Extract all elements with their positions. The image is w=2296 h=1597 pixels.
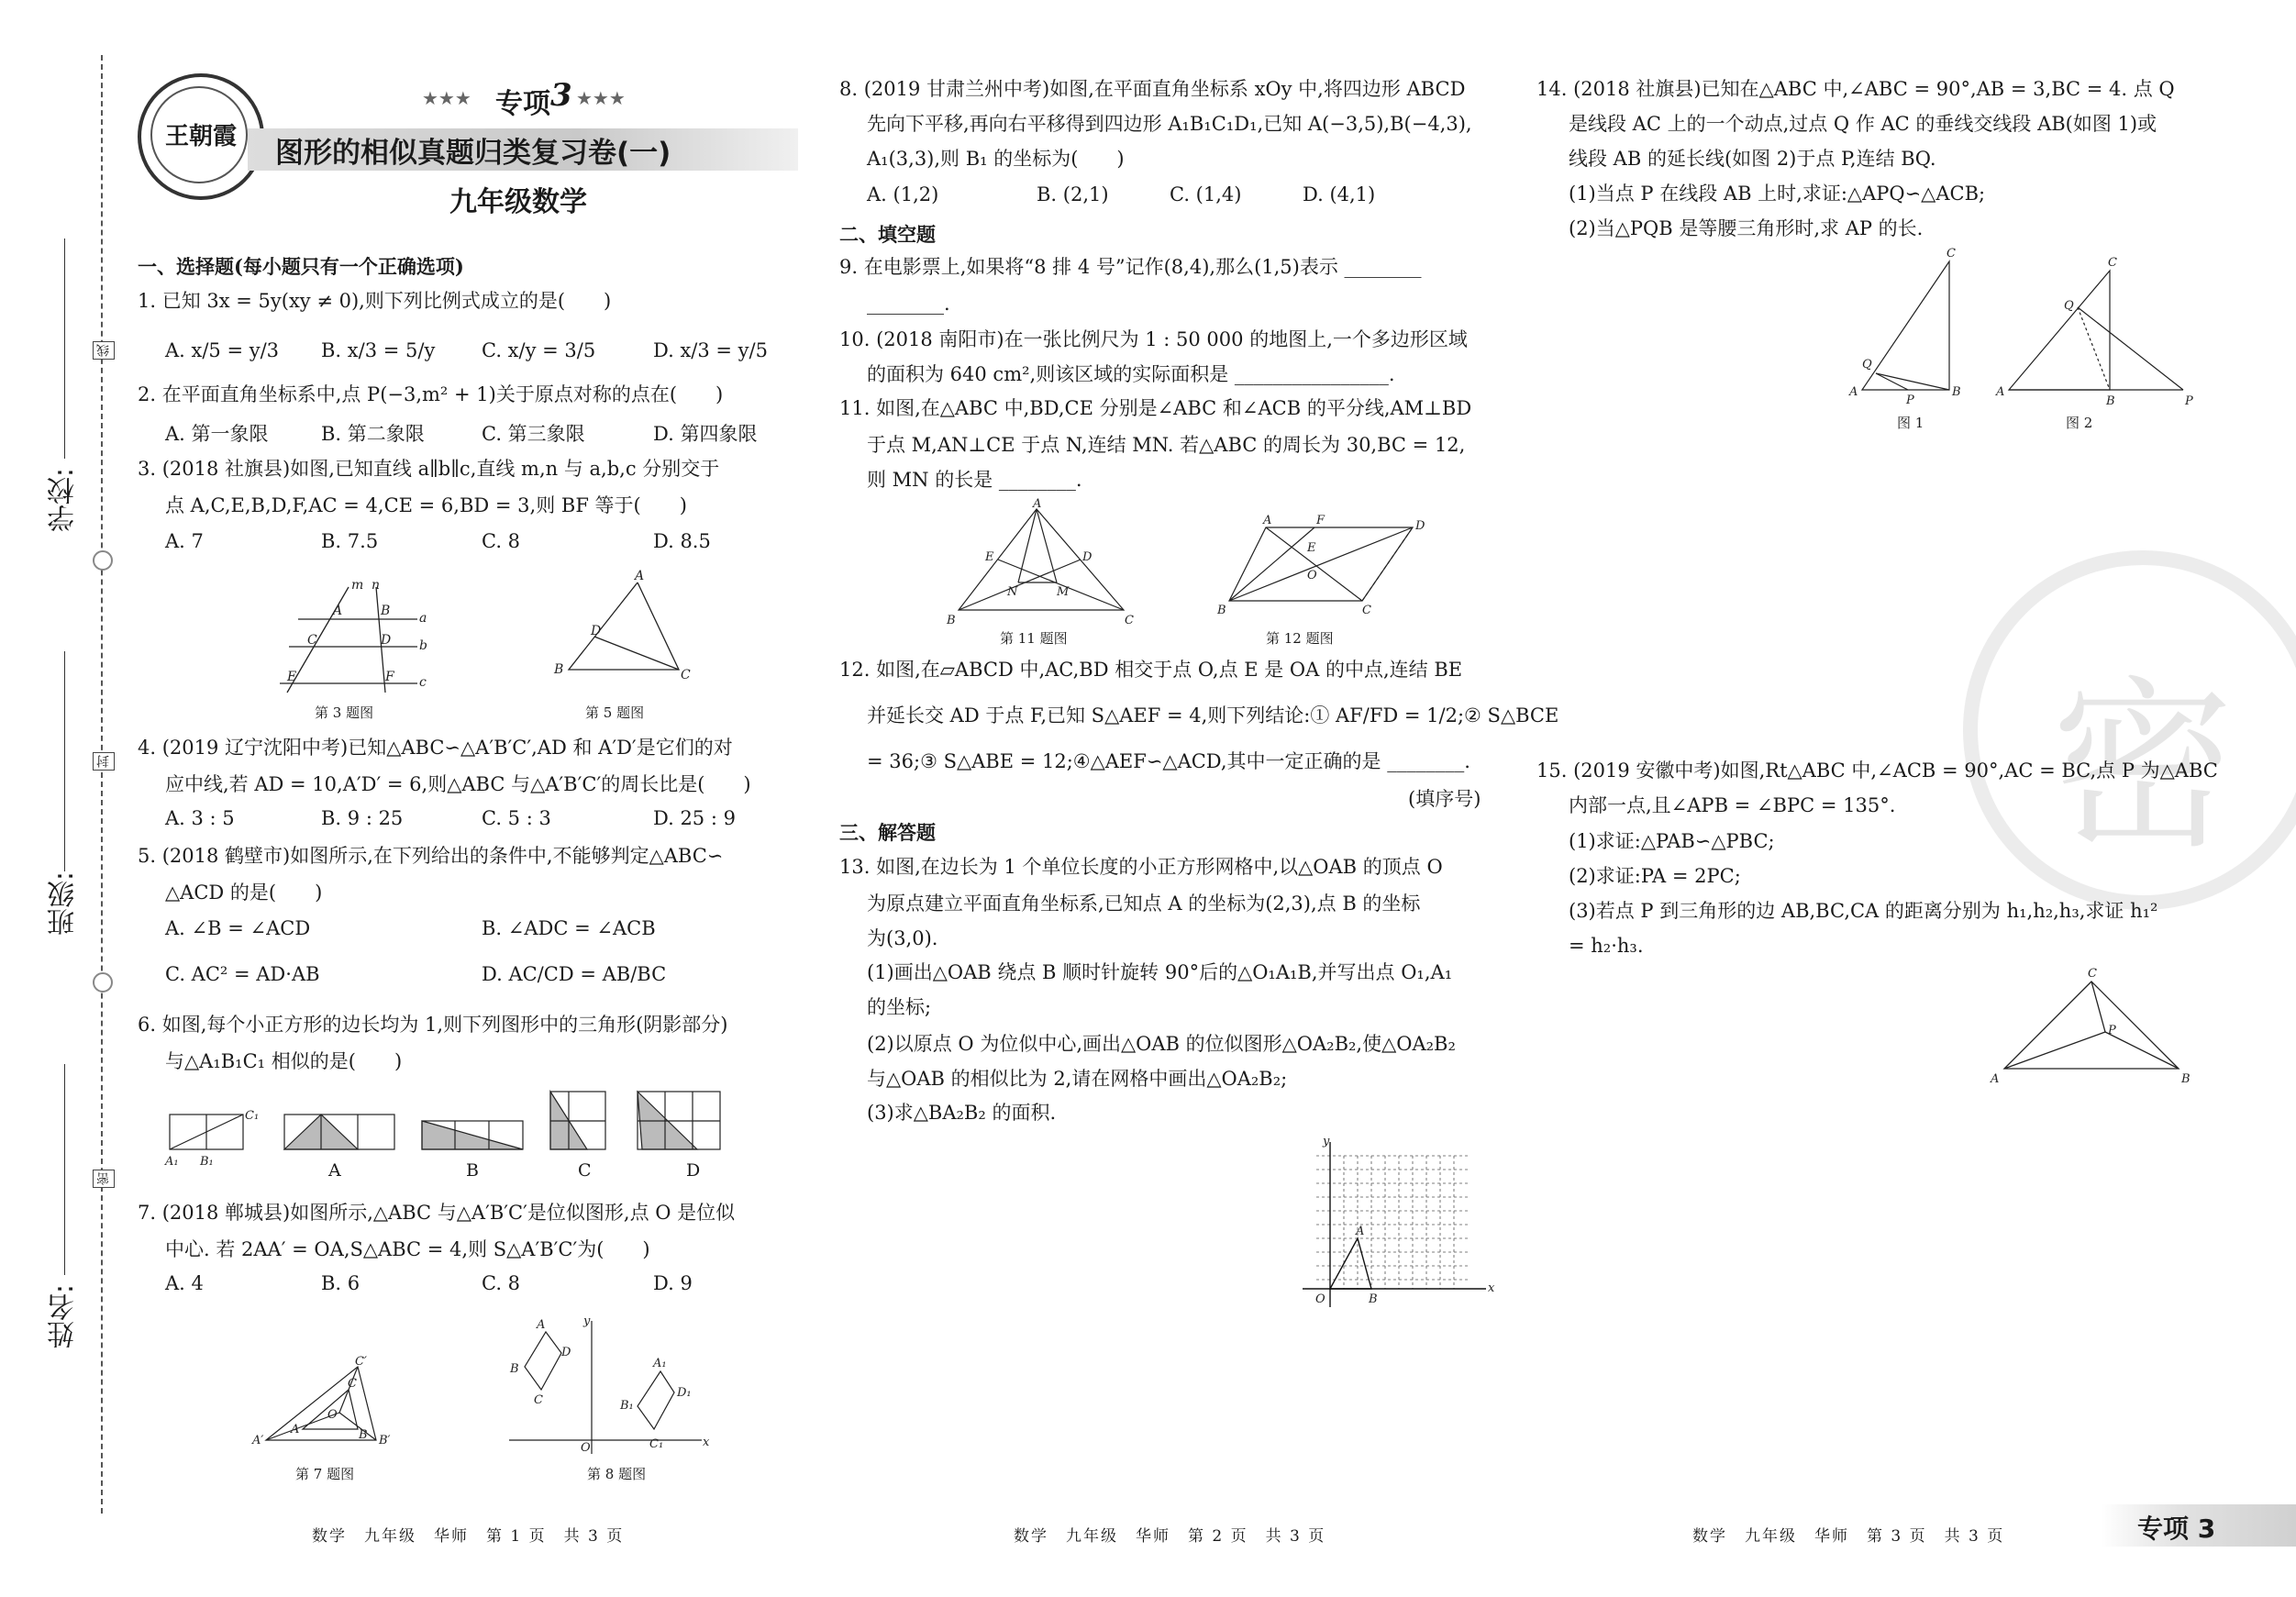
stars-right: ★★★ (576, 87, 626, 109)
q8-option-c[interactable]: C. (1,4) (1170, 183, 1242, 205)
svg-text:O: O (581, 1441, 591, 1455)
svg-text:E: E (985, 550, 994, 564)
q6-option-d[interactable]: D (686, 1160, 701, 1181)
svg-text:C′: C′ (355, 1355, 367, 1369)
svg-text:A: A (635, 569, 645, 583)
q8-text-3: A₁(3,3),则 B₁ 的坐标为( ) (867, 148, 1125, 170)
q3-text-2: 点 A,C,E,B,D,F,AC = 4,CE = 6,BD = 3,则 BF 等于( ) (165, 494, 687, 516)
svg-text:B: B (1952, 385, 1961, 399)
svg-text:C: C (1362, 604, 1371, 617)
svg-text:P: P (2185, 394, 2193, 408)
q14-text-2: 是线段 AC 上的一个动点,过点 Q 作 AC 的垂线交线段 AB(如图 1)或 (1569, 113, 2157, 135)
svg-text:F: F (1316, 514, 1325, 527)
svg-text:B: B (510, 1362, 519, 1376)
q8-option-b[interactable]: B. (2,1) (1037, 183, 1109, 205)
svg-text:B: B (359, 1428, 368, 1442)
svg-text:A: A (1849, 385, 1858, 399)
q13-text-1: 13. 如图,在边长为 1 个单位长度的小正方形网格中,以△OAB 的顶点 O (839, 856, 1443, 878)
svg-text:C: C (1125, 614, 1134, 627)
q5-text-2: △ACD 的是( ) (165, 882, 323, 904)
q2-option-c[interactable]: C. 第三象限 (482, 423, 585, 445)
svg-text:C: C (307, 633, 317, 648)
svg-text:P: P (1906, 394, 1914, 407)
section-choice: 一、选择题(每小题只有一个正确选项) (138, 255, 464, 278)
q11-text-1: 11. 如图,在△ABC 中,BD,CE 分别是∠ABC 和∠ACB 的平分线,AM⊥BD (839, 397, 1472, 419)
q4-option-a[interactable]: A. 3 : 5 (165, 807, 235, 829)
svg-text:B: B (381, 604, 391, 618)
q6-option-c[interactable]: C (578, 1160, 592, 1181)
q13-text-4: (1)画出△OAB 绕点 B 顺时针旋转 90°后的△O₁A₁B,并写出点 O₁,A₁ (867, 961, 1453, 983)
q5-option-d[interactable]: D. AC/CD = AB/BC (482, 963, 667, 985)
svg-text:B₁: B₁ (200, 1155, 214, 1169)
figure-q3 (271, 578, 436, 697)
fig11-caption: 第 11 题图 (1000, 630, 1068, 647)
q1-text: 1. 已知 3x = 5y(xy ≠ 0),则下列比例式成立的是( ) (138, 290, 612, 312)
q13-text-8: (3)求△BA₂B₂ 的面积. (867, 1102, 1057, 1124)
svg-text:A′: A′ (252, 1434, 264, 1447)
svg-text:A: A (291, 1423, 300, 1436)
svg-text:y: y (583, 1314, 591, 1328)
svg-text:B: B (2106, 394, 2115, 408)
footer-page-2: 数学 九年级 华师 第 2 页 共 3 页 (1014, 1527, 1326, 1546)
svg-text:B: B (947, 614, 956, 627)
name-field[interactable] (64, 1064, 65, 1275)
section-answer: 三、解答题 (839, 821, 936, 844)
q3-option-b[interactable]: B. 7.5 (321, 530, 379, 552)
svg-text:D: D (561, 1346, 571, 1359)
q12-text-4: (填序号) (1408, 788, 1481, 810)
name-label: 姓名: (48, 1284, 80, 1349)
svg-text:B: B (554, 662, 564, 677)
svg-text:F: F (385, 670, 394, 684)
special-label: 专项 (495, 88, 550, 120)
figure-q15 (1991, 968, 2192, 1087)
q1-option-b[interactable]: B. x/3 = 5/y (321, 339, 436, 361)
q14-text-5: (2)当△PQB 是等腰三角形时,求 AP 的长. (1569, 217, 1924, 239)
q6-text-1: 6. 如图,每个小正方形的边长均为 1,则下列图形中的三角形(阴影部分) (138, 1014, 728, 1036)
fig3-caption: 第 3 题图 (315, 704, 374, 721)
seal-mark-seal: 封 (93, 752, 115, 771)
svg-text:A: A (333, 604, 343, 618)
q15-text-2: 内部一点,且∠APB = ∠BPC = 135°. (1569, 794, 1896, 816)
brand-logo (138, 73, 264, 200)
q4-option-d[interactable]: D. 25 : 9 (653, 807, 736, 829)
fig7-caption: 第 7 题图 (295, 1466, 355, 1482)
svg-text:O: O (327, 1408, 338, 1422)
q5-option-c[interactable]: C. AC² = AD·AB (165, 963, 320, 985)
stamp-text: 密 (2050, 660, 2235, 874)
svg-text:x: x (1488, 1281, 1495, 1295)
q3-option-d[interactable]: D. 8.5 (653, 530, 711, 552)
svg-text:D: D (591, 624, 602, 638)
q13-text-7: 与△OAB 的相似比为 2,请在网格中画出△OA₂B₂; (867, 1068, 1288, 1090)
fig14-caption-1: 图 1 (1897, 415, 1924, 431)
svg-text:C: C (2088, 967, 2097, 981)
class-label: 班级: (48, 871, 80, 937)
figure-q11 (945, 497, 1137, 628)
binding-hole-icon (93, 550, 113, 571)
q12-text-2: 并延长交 AD 于点 F,已知 S△AEF = 4,则下列结论:① AF/FD = 1/2;② S△BCE (867, 704, 1559, 726)
q1-option-c[interactable]: C. x/y = 3/5 (482, 339, 596, 361)
svg-text:C: C (534, 1393, 543, 1407)
q2-option-d[interactable]: D. 第四象限 (653, 423, 758, 445)
figure-q7 (252, 1348, 408, 1449)
q13-text-6: (2)以原点 O 为位似中心,画出△OAB 的位似图形△OA₂B₂,使△OA₂B₂ (867, 1033, 1456, 1055)
corner-label: 专项 3 (2137, 1514, 2216, 1544)
svg-text:Q: Q (1862, 358, 1872, 372)
fig5-caption: 第 5 题图 (585, 704, 645, 721)
school-label: 学校: (48, 468, 80, 533)
q13-text-5: 的坐标; (867, 996, 932, 1018)
q1-option-a[interactable]: A. x/5 = y/3 (165, 339, 280, 361)
school-field[interactable] (64, 238, 65, 459)
q5-text-1: 5. (2018 鹤壁市)如图所示,在下列给出的条件中,不能够判定△ABC∽ (138, 845, 724, 867)
figure-q8 (505, 1312, 715, 1458)
svg-text:A: A (1033, 497, 1042, 511)
q8-text-1: 8. (2019 甘肃兰州中考)如图,在平面直角坐标系 xOy 中,将四边形 ABCD (839, 78, 1466, 100)
svg-text:A: A (537, 1318, 546, 1332)
svg-text:Q: Q (2064, 299, 2074, 313)
seal-mark-line: 线 (93, 341, 115, 360)
logo-text: 王朝霞 (164, 123, 237, 150)
svg-text:C: C (1947, 247, 1956, 261)
binding-hole-icon (93, 972, 113, 993)
watermark-stamp (1963, 550, 2296, 910)
page-subtitle: 九年级数学 (449, 186, 587, 218)
svg-text:O: O (1307, 569, 1317, 582)
svg-text:A: A (1991, 1072, 2000, 1086)
q8-option-d[interactable]: D. (4,1) (1303, 183, 1376, 205)
figure-q5 (550, 569, 697, 697)
q6-option-b[interactable]: B (466, 1160, 479, 1181)
svg-text:A₁: A₁ (653, 1357, 667, 1370)
q9-text-1: 9. 在电影票上,如果将“8 排 4 号”记作(8,4),那么(1,5)表示 ________ (839, 256, 1422, 278)
svg-text:D: D (1415, 519, 1425, 533)
svg-text:a: a (419, 611, 427, 626)
svg-text:A: A (1356, 1225, 1365, 1238)
q2-text: 2. 在平面直角坐标系中,点 P(−3,m² + 1)关于原点对称的点在( ) (138, 383, 724, 405)
svg-text:D: D (381, 633, 392, 648)
svg-text:c: c (419, 675, 427, 690)
footer-page-1: 数学 九年级 华师 第 1 页 共 3 页 (312, 1527, 625, 1546)
svg-text:B: B (2181, 1072, 2191, 1086)
svg-text:C₁: C₁ (245, 1109, 260, 1123)
q1-option-d[interactable]: D. x/3 = y/5 (653, 339, 768, 361)
fig12-caption: 第 12 题图 (1266, 630, 1334, 647)
q3-text-1: 3. (2018 社旗县)如图,已知直线 a∥b∥c,直线 m,n 与 a,b,c 分别交于 (138, 458, 720, 480)
q7-option-c[interactable]: C. 8 (482, 1272, 521, 1294)
seal-mark-secret: 密 (93, 1170, 115, 1188)
svg-text:C: C (2108, 256, 2117, 270)
figure-q14 (1844, 247, 2193, 408)
q9-text-2: ________. (867, 293, 950, 315)
q14-text-3: 线段 AB 的延长线(如图 2)于点 P,连结 BQ. (1569, 148, 1936, 170)
svg-text:C: C (348, 1377, 357, 1391)
class-field[interactable] (64, 651, 65, 871)
q15-text-1: 15. (2019 安徽中考)如图,Rt△ABC 中,∠ACB = 90°,AC = BC,点 P 为△ABC (1536, 760, 2218, 782)
svg-text:A: A (1263, 514, 1272, 527)
svg-text:B: B (1217, 604, 1226, 617)
q15-text-3: (1)求证:△PAB∽△PBC; (1569, 830, 1775, 852)
q6-text-2: 与△A₁B₁C₁ 相似的是( ) (165, 1050, 403, 1072)
q10-text-2: 的面积为 640 cm²,则该区域的实际面积是 ________________. (867, 363, 1395, 385)
q12-text-1: 12. 如图,在▱ABCD 中,AC,BD 相交于点 O,点 E 是 OA 的中点,连结 BE (839, 659, 1463, 681)
q4-option-c[interactable]: C. 5 : 3 (482, 807, 551, 829)
q8-text-2: 先向下平移,再向右平移得到四边形 A₁B₁C₁D₁,已知 A(−3,5),B(−4,3), (867, 113, 1472, 135)
svg-text:B: B (1369, 1292, 1378, 1306)
q8-option-a[interactable]: A. (1,2) (867, 183, 939, 205)
figure-q13-grid (1303, 1137, 1504, 1312)
stars-left: ★★★ (422, 87, 471, 109)
svg-text:E: E (287, 670, 297, 684)
fig8-caption: 第 8 题图 (587, 1466, 647, 1482)
q10-text-1: 10. (2018 南阳市)在一张比例尺为 1 : 50 000 的地图上,一个多边形区域 (839, 328, 1468, 350)
svg-text:y: y (1323, 1135, 1330, 1148)
q7-text-2: 中心. 若 2AA′ = OA,S△ABC = 4,则 S△A′B′C′为( ) (165, 1238, 650, 1260)
q5-option-b[interactable]: B. ∠ADC = ∠ACB (482, 917, 656, 939)
q2-option-a[interactable]: A. 第一象限 (165, 423, 269, 445)
svg-text:N: N (1007, 585, 1018, 599)
svg-text:A₁: A₁ (165, 1155, 179, 1169)
q11-text-3: 则 MN 的长是 ________. (867, 469, 1082, 491)
fig14-caption-2: 图 2 (2066, 415, 2093, 431)
q15-text-4: (2)求证:PA = 2PC; (1569, 865, 1741, 887)
q3-option-a[interactable]: A. 7 (165, 530, 204, 552)
q4-option-b[interactable]: B. 9 : 25 (321, 807, 404, 829)
svg-text:A: A (1996, 385, 2005, 399)
q14-text-1: 14. (2018 社旗县)已知在△ABC 中,∠ABC = 90°,AB = 3,BC = 4. 点 Q (1536, 78, 2175, 100)
figure-q6 (165, 1082, 761, 1183)
q7-text-1: 7. (2018 郸城县)如图所示,△ABC 与△A′B′C′是位似图形,点 O 是位似 (138, 1202, 736, 1224)
svg-text:B₁: B₁ (620, 1399, 634, 1413)
svg-text:m: m (351, 578, 364, 593)
q2-option-b[interactable]: B. 第二象限 (321, 423, 425, 445)
q4-text-1: 4. (2019 辽宁沈阳中考)已知△ABC∽△A′B′C′,AD 和 A′D′是它们的对 (138, 737, 733, 759)
svg-text:M: M (1057, 585, 1070, 599)
q15-text-5: (3)若点 P 到三角形的边 AB,BC,CA 的距离分别为 h₁,h₂,h₃,求证 h₁² (1569, 900, 2158, 922)
q5-option-a[interactable]: A. ∠B = ∠ACD (165, 917, 311, 939)
q7-option-a[interactable]: A. 4 (165, 1272, 204, 1294)
q7-option-b[interactable]: B. 6 (321, 1272, 360, 1294)
svg-text:n: n (372, 578, 381, 593)
section-fill: 二、填空题 (839, 223, 936, 246)
svg-text:x: x (703, 1436, 710, 1449)
svg-text:C₁: C₁ (649, 1437, 664, 1451)
svg-text:D₁: D₁ (677, 1386, 692, 1400)
svg-text:P: P (2108, 1024, 2116, 1037)
q6-option-a[interactable]: A (328, 1160, 341, 1181)
q15-text-6: = h₂·h₃. (1569, 935, 1644, 957)
footer-page-3: 数学 九年级 华师 第 3 页 共 3 页 (1692, 1527, 2005, 1546)
svg-text:O: O (1315, 1292, 1325, 1306)
q13-text-3: 为(3,0). (867, 927, 938, 949)
q13-text-2: 为原点建立平面直角坐标系,已知点 A 的坐标为(2,3),点 B 的坐标 (867, 893, 1421, 915)
svg-text:D: D (1082, 550, 1093, 564)
q11-text-2: 于点 M,AN⊥CE 于点 N,连结 MN. 若△ABC 的周长为 30,BC = 12, (867, 434, 1466, 456)
svg-text:b: b (419, 638, 427, 653)
q7-option-d[interactable]: D. 9 (653, 1272, 693, 1294)
page-title: 图形的相似真题归类复习卷(一) (275, 137, 671, 170)
q3-option-c[interactable]: C. 8 (482, 530, 521, 552)
figure-q12 (1215, 509, 1436, 619)
q12-text-3: = 36;③ S△ABE = 12;④△AEF∽△ACD,其中一定正确的是 ________. (867, 750, 1470, 772)
svg-text:E: E (1307, 541, 1316, 555)
binding-dashed-line (101, 55, 103, 1514)
q4-text-2: 应中线,若 AD = 10,A′D′ = 6,则△ABC 与△A′B′C′的周长比是( ) (165, 773, 751, 795)
svg-text:C: C (681, 668, 691, 682)
special-number: 3 (550, 77, 572, 114)
q14-text-4: (1)当点 P 在线段 AB 上时,求证:△APQ∽△ACB; (1569, 183, 1986, 205)
svg-text:B′: B′ (379, 1434, 391, 1447)
